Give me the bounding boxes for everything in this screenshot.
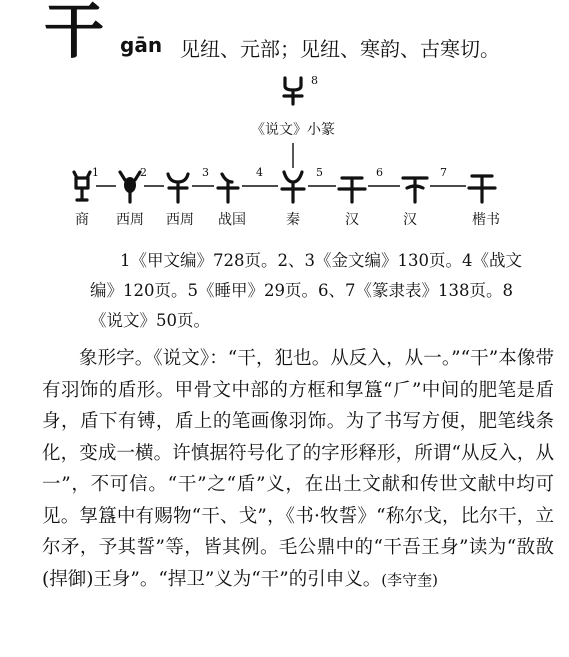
stage-num-6: 6 — [376, 166, 383, 179]
glyph-stage-3 — [168, 174, 188, 202]
period-label-6: 汉 — [345, 212, 359, 228]
period-label-5: 秦 — [286, 212, 300, 228]
period-label-3: 西周 — [166, 212, 194, 228]
glyph-stage-4 — [218, 174, 238, 202]
seal-glyph-8 — [284, 78, 302, 104]
stage-num-1: 1 — [92, 166, 99, 179]
glyph-stage-7 — [403, 178, 427, 202]
glyph-stage-6 — [339, 178, 365, 202]
glyph-stage-5 — [282, 172, 304, 202]
period-label-8: 楷书 — [472, 212, 500, 228]
entry-pinyin: gān — [120, 33, 163, 57]
glyph-stage-8 — [469, 176, 495, 202]
shuowen-label: 《说文》小篆 — [251, 122, 335, 138]
glyph-stage-1 — [74, 172, 90, 200]
period-label-2: 西周 — [116, 212, 144, 228]
stage-num-7: 7 — [440, 166, 447, 179]
period-label-4: 战国 — [218, 212, 246, 228]
period-label-7: 汉 — [403, 212, 417, 228]
author-credit: (李守奎) — [381, 570, 438, 589]
explanation-text — [42, 343, 554, 596]
source-citations: 1《甲文编》728页。2、3《金文编》130页。4《战文编》120页。5《睡甲》29页。6、7《篆隶表》138页。8《说文》50页。 — [90, 251, 522, 330]
entry-character: 干 — [44, 0, 104, 67]
stage-num-3: 3 — [202, 166, 209, 179]
stage-num-4: 4 — [256, 166, 263, 179]
stage-num-2: 2 — [140, 166, 147, 179]
stage-num-5: 5 — [316, 166, 323, 179]
glyph-evolution-diagram — [60, 68, 540, 238]
period-label-1: 商 — [75, 212, 89, 228]
explanation-body: 象形字。《说文》：“干，犯也。从反入，从一。”“干”本像带有羽饰的盾形。甲骨文中部的方框和㝁簋“𠂆”中间的肥笔是盾身，盾下有镈，盾上的笔画像羽饰。为了书写方便，肥笔线条化，变成一横。许慎据符号化了的字形释形，所谓“从反入，从一”，不可信。“干”之“盾”义，在出土文献和传世文献中均可见。㝁簋中有赐物“干、戈”，《书·牧誓》“称尔戈，比尔干，立尔矛，予其誓”等，皆其例。毛公鼎中的“干吾王身”读为“敔敔(捍御)王身”。“捍卫”义为“干”的引申义。 — [42, 348, 554, 590]
glyph-stage-2 — [120, 172, 140, 202]
top-number: 8 — [311, 74, 318, 87]
entry-references: 见纽、元部；见纽、寒韵、古寒切。 — [180, 37, 500, 61]
